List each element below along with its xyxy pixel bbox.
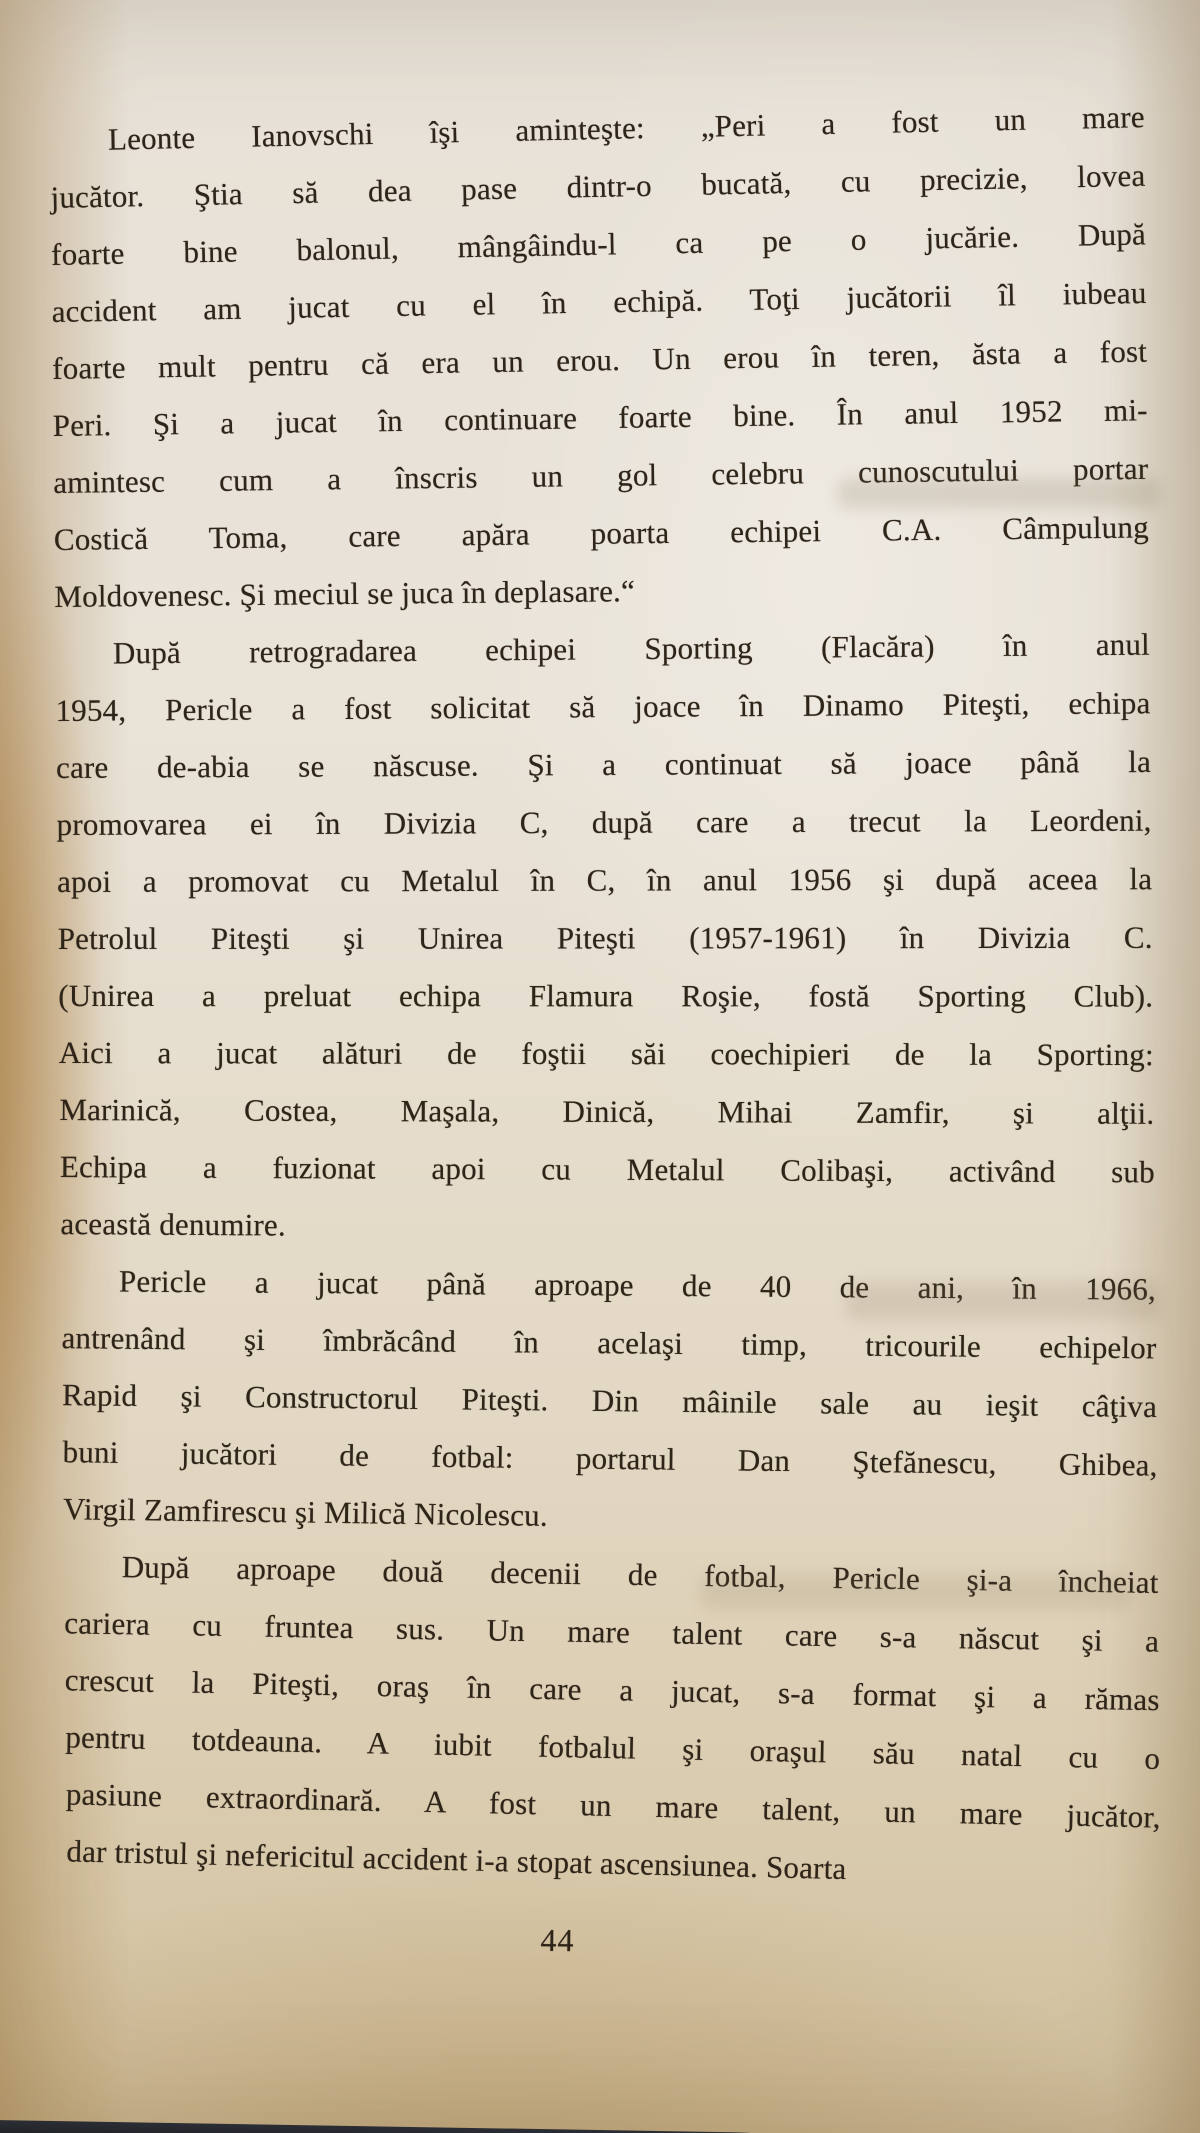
text-line: 1954, Pericle a fost solicitat să joace în Dinamo Piteşti, echipa (55, 685, 1151, 728)
text-line: antrenând şi îmbrăcând în acelaşi timp, tricourile echipelor (61, 1320, 1157, 1366)
text-line: După retrogradarea echipei Sporting (Flacăra) în anul (112, 626, 1151, 671)
paragraph-retrogradare (50, 625, 1155, 1252)
text-line: Virgil Zamfirescu şi Milică Nicolescu. (62, 1491, 549, 1533)
text-line: accident am jucat cu el în echipă. Toţi jucătorii îl iubeau (51, 274, 1147, 329)
text-line: Aici a jucat alături de foştii săi coechipieri de la Sporting: (58, 1035, 1154, 1073)
text-line: Echipa a fuzionat apoi cu Metalul Colibaşi, activând sub (59, 1149, 1155, 1190)
text-line: Petrolul Piteşti şi Unirea Piteşti (1957-1961) în Divizia C. (57, 919, 1153, 956)
text-line: crescut la Piteşti, oraş în care a jucat, s-a format şi a rămas (64, 1662, 1160, 1718)
page-number: 44 (540, 1921, 575, 1959)
text-line: dar tristul şi nefericitul accident i-a stopat ascensiunea. Soarta (66, 1833, 847, 1887)
text-line: apoi a promovat cu Metalul în C, în anul 1956 şi după aceea la (57, 861, 1153, 899)
text-line: pentru totdeauna. A iubit fotbalul şi oraşul său natal cu o (65, 1719, 1161, 1776)
text-line: promovarea ei în Divizia C, după care a trecut la Leordeni, (56, 802, 1152, 842)
text-line: După aproape două decenii de fotbal, Pericle şi-a încheiat (121, 1549, 1159, 1600)
text-line: pasiune extraordinară. A fost un mare talent, un mare jucător, (65, 1776, 1162, 1835)
text-line: cariera cu fruntea sus. Un mare talent care s-a născut şi a (64, 1605, 1160, 1659)
page-text-block (50, 99, 1162, 1887)
text-line: această denumire. (60, 1206, 287, 1243)
text-line: care de-abia se născuse. Şi a continuat să joace până la (55, 743, 1152, 785)
text-line: Rapid şi Constructorul Piteşti. Din mâinile sale au ieşit câţiva (61, 1377, 1158, 1424)
paragraph-cariera-40-ani (50, 1252, 1158, 1537)
text-line: jucător. Ştia să dea pase dintr-o bucată, cu precizie, lovea (50, 157, 1146, 215)
text-line: Costică Toma, care apăra poarta echipei C.A. Câmpulung (53, 509, 1149, 557)
text-line: (Unirea a preluat echipa Flamura Roşie, fostă Sporting Club). (58, 978, 1154, 1014)
paragraph-incheiere (50, 1537, 1162, 1887)
text-line: buni jucători de fotbal: portarul Dan Ştefănescu, Ghibea, (62, 1434, 1158, 1483)
text-line: foarte mult pentru că era un erou. Un erou în teren, ăsta a fost (51, 333, 1148, 386)
text-line: Marinică, Costea, Maşala, Dinică, Mihai Zamfir, şi alţii. (59, 1092, 1155, 1131)
text-line: foarte bine balonul, mângâindu-l ca pe o jucărie. După (50, 216, 1147, 272)
text-line: Leonte Ianovschi îşi aminteşte: „Peri a fost un mare (107, 99, 1146, 157)
text-line: amintesc cum a înscris un gol celebru cunoscutului portar (53, 450, 1149, 500)
text-line: Peri. Şi a jucat în continuare foarte bine. În anul 1952 mi- (52, 392, 1148, 443)
text-line: Moldovenesc. Şi meciul se juca în deplasare.“ (54, 573, 636, 614)
photo-background-edge (0, 2120, 792, 2133)
paragraph-leonte-quote (50, 99, 1149, 625)
text-line: Pericle a jucat până aproape de 40 de ani, în 1966, (118, 1263, 1157, 1307)
